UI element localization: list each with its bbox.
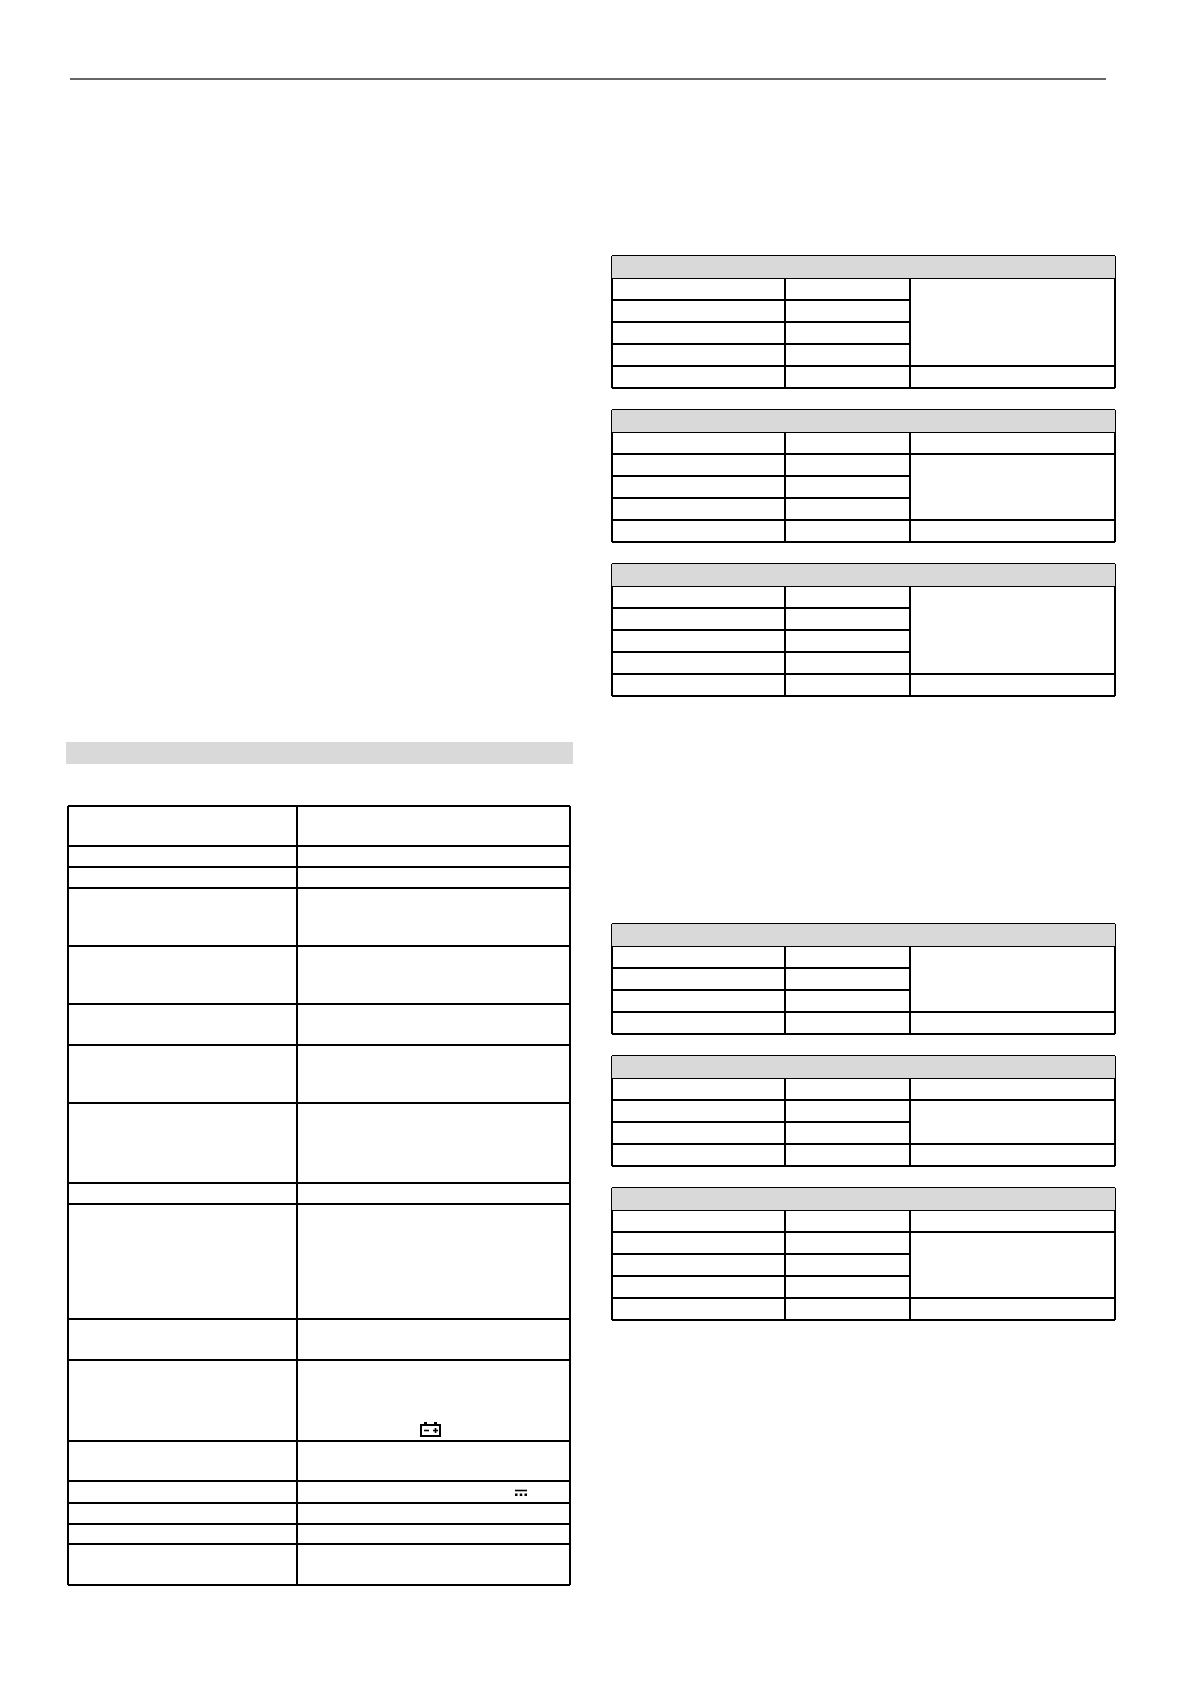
range-table-3-header	[612, 564, 1115, 586]
range-table-5-header	[612, 1056, 1115, 1078]
range-table-2-header	[612, 410, 1115, 432]
battery-icon	[420, 1421, 442, 1437]
range-table-6-header	[612, 1188, 1115, 1210]
range-table-4-header	[612, 924, 1115, 946]
range-table-1-header	[612, 256, 1115, 278]
dc-symbol-icon	[514, 1489, 528, 1497]
